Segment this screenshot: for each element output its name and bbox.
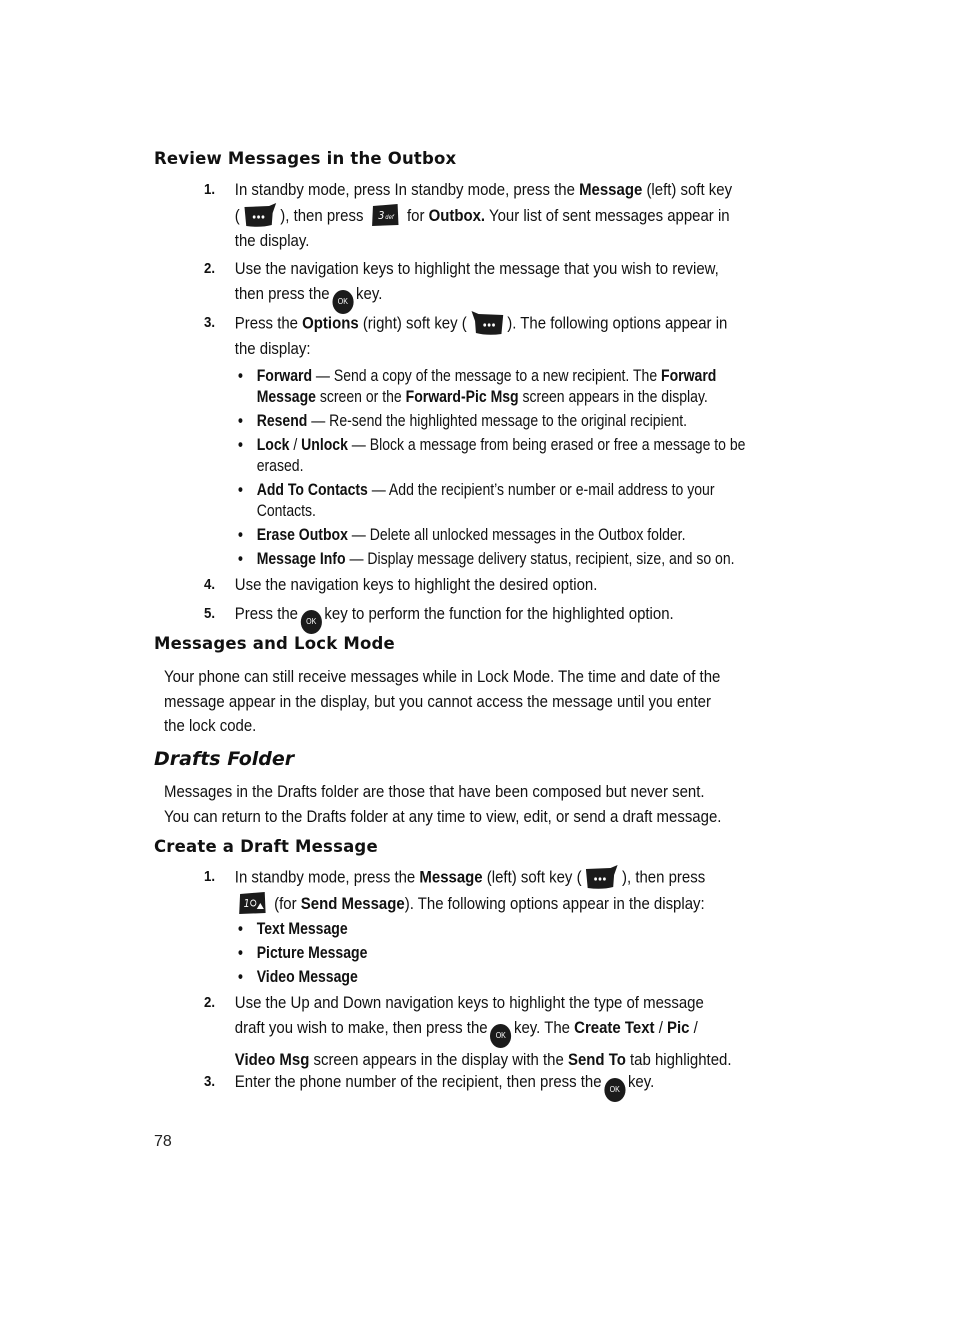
option-text (257, 919, 767, 940)
option-text (257, 525, 767, 546)
bullet: • (238, 968, 243, 986)
step-text (235, 257, 763, 314)
step-text-part: / (654, 1017, 668, 1037)
key-3-icon (370, 203, 400, 227)
bullet: • (238, 944, 243, 962)
bullet: • (238, 481, 243, 499)
step-text-part: (left) soft key ( (482, 867, 582, 887)
key-1-icon (237, 891, 267, 915)
option-keyword: Forward-Pic Msg (405, 388, 519, 406)
step-text-part: ), then press (622, 867, 706, 887)
keyword-send-to: Send To (567, 1049, 626, 1069)
step-text-part: key. (627, 1072, 655, 1091)
option-text (257, 435, 767, 477)
step-text-part: In standby mode, press the (234, 867, 420, 887)
bullet: • (238, 367, 243, 385)
option-desc: — Display message delivery status, recipient, size, and so on. (345, 550, 735, 568)
step-text (235, 991, 763, 1072)
option-desc: Contacts. (256, 502, 316, 520)
step-text-part: Enter the phone number of the recipient, then press the (234, 1072, 602, 1091)
step-number: 3. (204, 314, 216, 331)
step-text-part: Use the Up and Down navigation keys to highlight the type of message (234, 993, 704, 1012)
step-text-part: ), then press (280, 205, 364, 225)
right-soft-key-icon (469, 311, 504, 337)
step-text (235, 865, 763, 917)
option-name: Resend (256, 412, 308, 430)
step-text-part: In standby mode, press In standby mode, press the (234, 180, 580, 199)
keyword-message: Message (579, 180, 643, 199)
page-number: 78 (154, 1133, 172, 1150)
left-soft-key-icon (242, 203, 277, 229)
bullet: • (238, 436, 243, 454)
step-text-part: screen appears in the display with the (309, 1049, 568, 1069)
option-text (257, 967, 767, 988)
ok-key-icon: OK (604, 1078, 625, 1102)
option-desc: — Re-send the highlighted message to the original recipient. (307, 412, 688, 430)
step-text-part: / (689, 1017, 698, 1037)
option-name: Unlock (301, 436, 348, 454)
option-desc: — Add the recipient’s number or e-mail address to your (367, 481, 715, 499)
step-text-part: then press the (234, 283, 330, 303)
paragraph-line: You can return to the Drafts folder at any time to view, edit, or send a draft message. (164, 806, 722, 826)
step-text-part: the display: (234, 339, 311, 358)
keyword-options: Options (302, 313, 359, 333)
option-keyword: Message (256, 388, 316, 406)
option-separator: / (289, 436, 302, 454)
keyword-send-message: Send Message (300, 894, 405, 913)
step-text-part: Your list of sent messages appear in (485, 205, 730, 225)
step-number: 2. (204, 994, 216, 1011)
step-text-part: Press the (234, 604, 298, 623)
keyword-create-text: Create Text (574, 1017, 655, 1037)
step-text-part: ( (234, 205, 240, 225)
step-text-part: ). The following options appear in (507, 313, 728, 333)
left-soft-key-icon (584, 865, 619, 891)
paragraph-line: the lock code. (164, 716, 257, 735)
key-3-digit: 3 (378, 208, 385, 222)
step-text-part: tab highlighted. (625, 1049, 732, 1069)
option-text (257, 549, 767, 570)
step-number: 2. (204, 260, 216, 277)
key-1-digit: 1 (243, 897, 250, 911)
paragraph-line: Your phone can still receive messages while in Lock Mode. The time and date of the (164, 667, 721, 686)
drafts-paragraph (164, 780, 762, 829)
ok-key-icon: OK (490, 1024, 511, 1048)
option-text (257, 943, 767, 964)
option-name: Lock (256, 436, 290, 454)
keyword-pic: Pic (667, 1017, 690, 1037)
option-desc: — Block a message from being erased or free a message to be (347, 436, 746, 454)
option-text (257, 480, 767, 522)
step-text-part: Use the navigation keys to highlight the desired option. (234, 575, 598, 594)
step-text (235, 1070, 763, 1102)
paragraph-line: Messages in the Drafts folder are those that have been composed but never sent. (164, 782, 705, 801)
step-text-part: key. (356, 283, 383, 303)
keyword-video-msg: Video Msg (234, 1049, 310, 1069)
option-text (257, 366, 767, 408)
option-desc: screen or the (315, 388, 406, 406)
step-text-part: the display. (234, 231, 310, 251)
option-name: Add To Contacts (256, 481, 368, 499)
step-text-part: Press the (234, 313, 303, 333)
step-text-part: key to perform the function for the highlighted option. (324, 604, 674, 623)
lock-mode-paragraph (164, 665, 762, 739)
option-name: Text Message (256, 920, 348, 938)
keyword-outbox: Outbox. (428, 205, 486, 225)
ok-key-icon: OK (332, 290, 353, 314)
step-text-part: (right) soft key ( (358, 313, 467, 333)
option-desc: erased. (256, 457, 304, 475)
ok-key-icon: OK (301, 610, 322, 634)
step-text-part: (for (274, 894, 301, 913)
keyword-message: Message (419, 867, 483, 887)
option-desc: — Send a copy of the message to a new recipient. The (312, 367, 662, 385)
step-text-part: for (406, 205, 429, 225)
key-3-letters: def (385, 214, 394, 221)
bullet: • (238, 550, 243, 568)
option-desc: screen appears in the display. (518, 388, 708, 406)
step-text (235, 573, 763, 598)
step-text-part: (left) soft key (642, 180, 733, 199)
option-text (257, 411, 767, 432)
section-heading-lock-mode: Messages and Lock Mode (154, 634, 395, 653)
step-text-part: key. The (513, 1017, 575, 1037)
step-number: 4. (204, 576, 216, 593)
section-heading-create-draft: Create a Draft Message (154, 837, 378, 856)
step-text-part: draft you wish to make, then press the (234, 1017, 488, 1037)
option-name: Video Message (256, 968, 358, 986)
bullet: • (238, 412, 243, 430)
option-name: Picture Message (256, 944, 368, 962)
step-number: 3. (204, 1073, 216, 1090)
section-heading-drafts-folder: Drafts Folder (154, 748, 295, 770)
paragraph-line: message appear in the display, but you cannot access the message until you enter (164, 691, 711, 711)
step-number: 5. (204, 605, 216, 622)
bullet: • (238, 920, 243, 938)
step-number: 1. (204, 181, 216, 198)
step-text-part: ). The following options appear in the display: (404, 894, 705, 913)
option-name: Message Info (256, 550, 346, 568)
step-text (235, 178, 763, 254)
step-number: 1. (204, 868, 216, 885)
option-name: Erase Outbox (256, 526, 348, 544)
option-desc: — Delete all unlocked messages in the Outbox folder. (347, 526, 686, 544)
step-text (235, 311, 763, 362)
step-text-part: Use the navigation keys to highlight the message that you wish to review, (234, 259, 719, 278)
bullet: • (238, 526, 243, 544)
section-heading-review-outbox: Review Messages in the Outbox (154, 149, 457, 168)
step-text (235, 602, 763, 634)
option-keyword: Forward (661, 367, 717, 385)
option-name: Forward (256, 367, 313, 385)
